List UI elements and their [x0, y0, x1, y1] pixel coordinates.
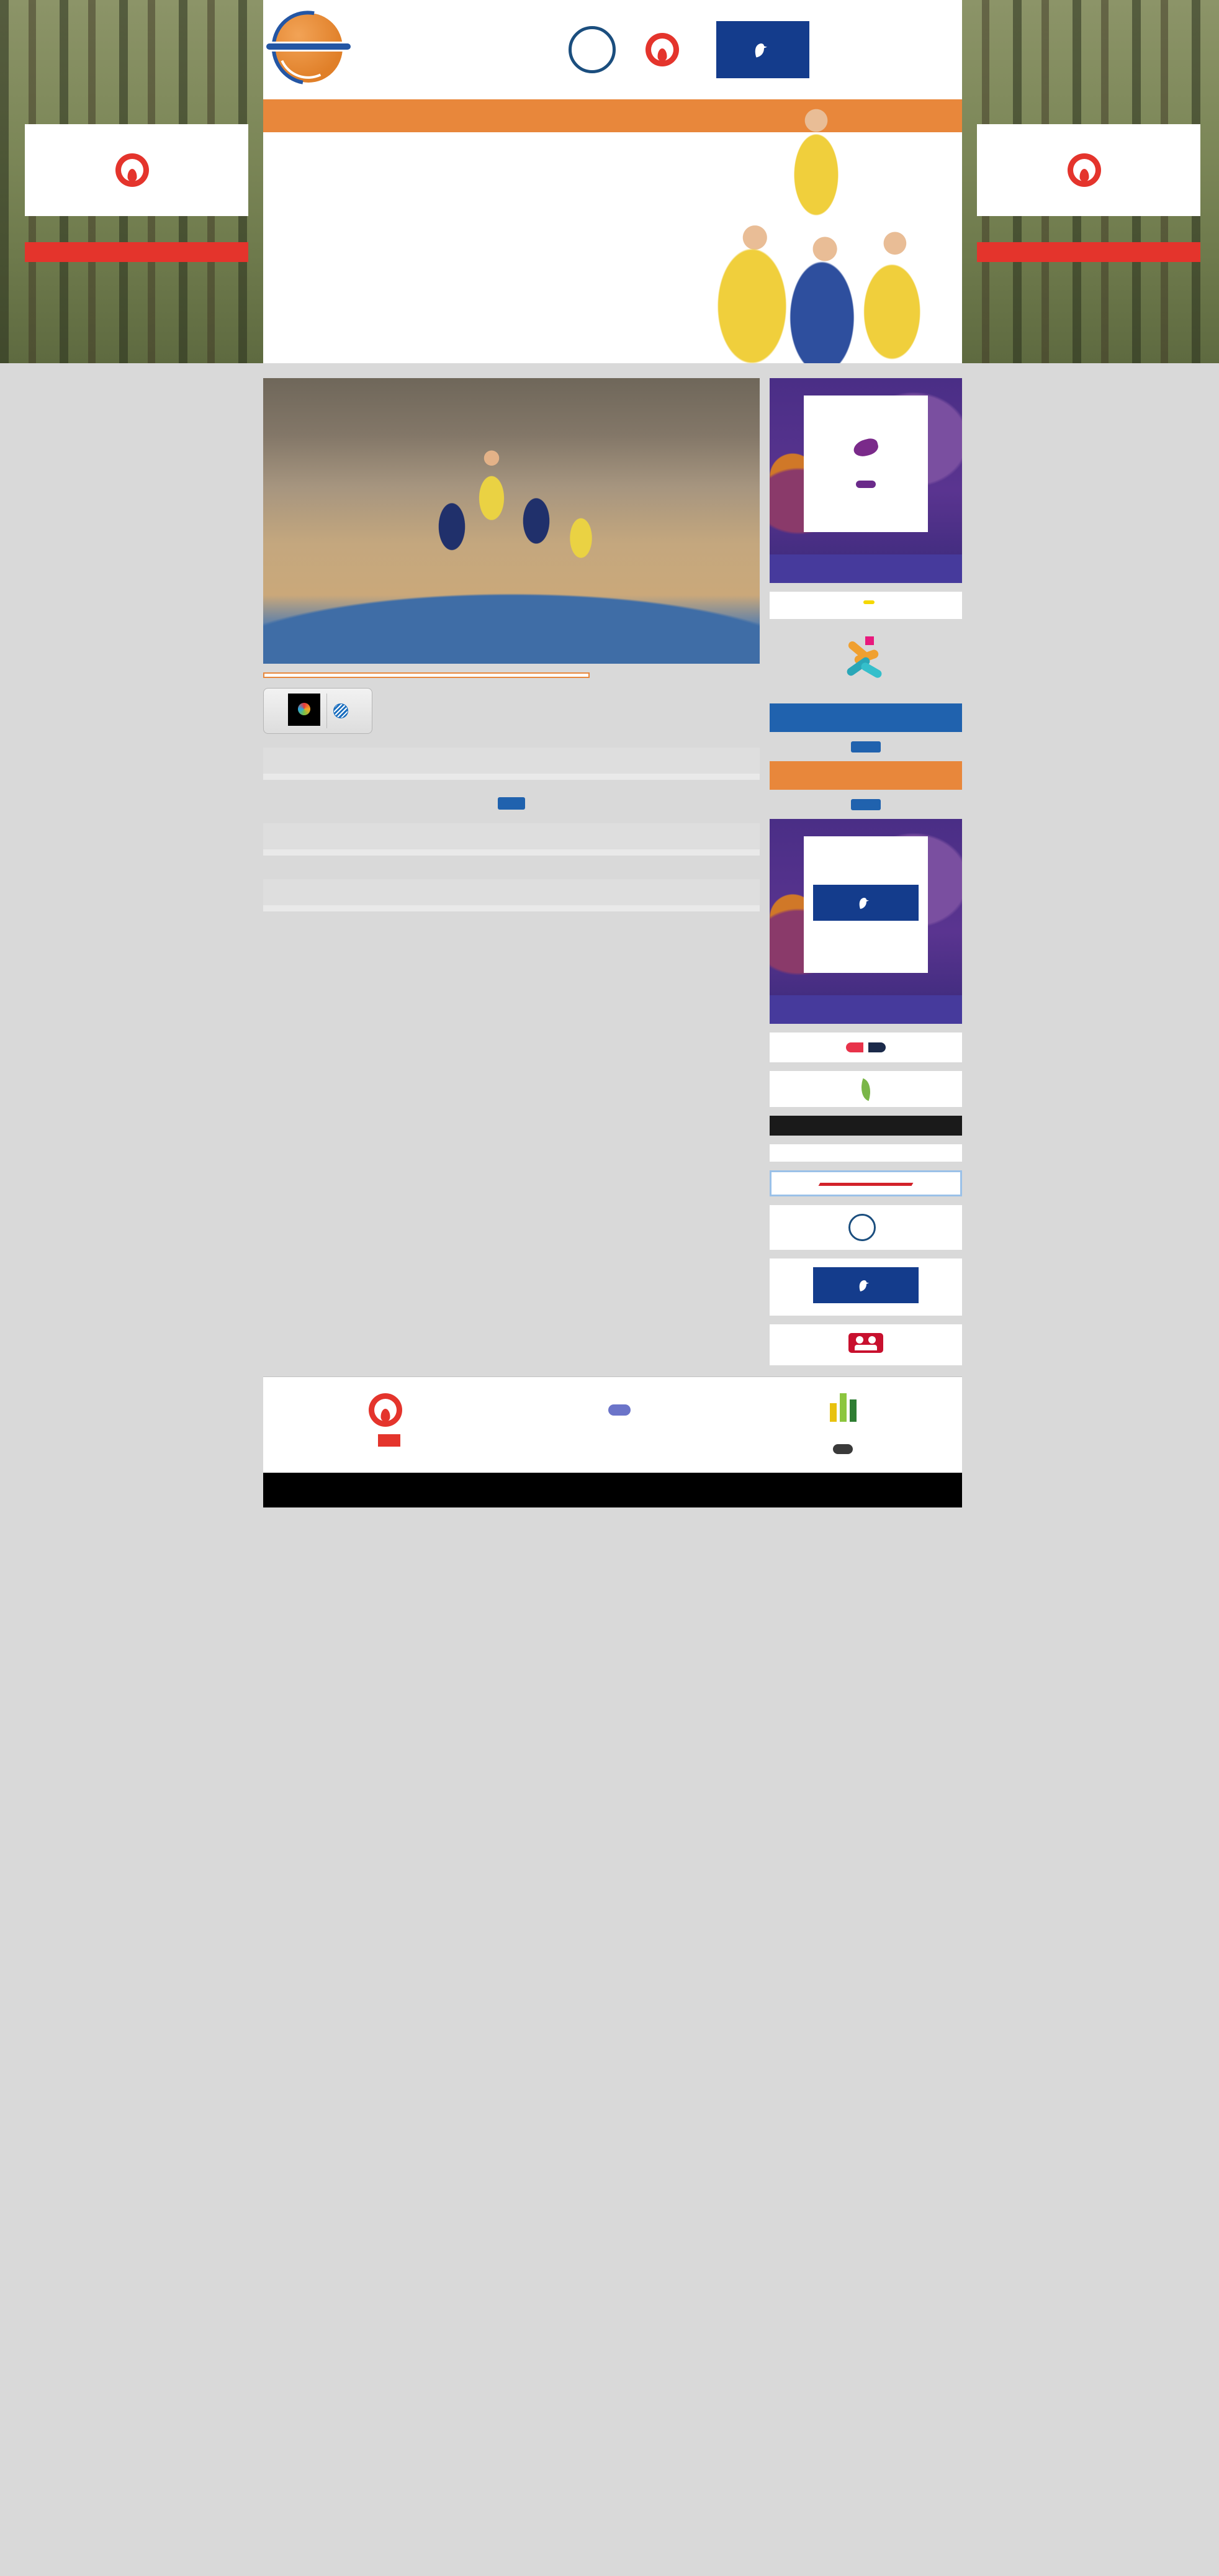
- veolia-icon: [115, 153, 149, 187]
- jysk-logo: [813, 885, 919, 921]
- veolia-logo: [369, 1393, 410, 1427]
- jysk-card: [804, 836, 928, 973]
- jysk-bird-icon: [857, 1277, 871, 1294]
- veolia-side-banner-right[interactable]: [977, 124, 1200, 366]
- bottom-bar: [263, 1473, 962, 1507]
- carousel-indicator[interactable]: [263, 672, 590, 678]
- results-section: [770, 703, 962, 752]
- youngangels-site-label: [770, 995, 962, 1024]
- fiba-logo: [288, 694, 320, 726]
- jysk-banner[interactable]: [770, 819, 962, 1024]
- results-header: [770, 703, 962, 732]
- young-angels-logo[interactable]: [271, 11, 346, 89]
- spd-bars-icon: [830, 1393, 857, 1422]
- runner-icon: [844, 636, 884, 680]
- veolia-icon: [645, 33, 679, 66]
- coliprev-url-button[interactable]: [608, 1404, 631, 1416]
- dextter-underline: [819, 1183, 914, 1186]
- koft-card: [804, 395, 928, 532]
- footer-sponsors: [263, 1376, 962, 1473]
- nadacia-spp-block[interactable]: [770, 592, 962, 619]
- hero-band: [263, 99, 962, 363]
- neonka-logo[interactable]: [770, 1144, 962, 1162]
- predpredaj-tld: [868, 1042, 886, 1052]
- leaf-icon: [857, 1078, 875, 1101]
- veolia-icon: [1068, 153, 1101, 187]
- veolia-slogan: [378, 1434, 400, 1447]
- us-steel-logo[interactable]: [770, 1205, 962, 1250]
- players-hero-photo: [670, 78, 962, 363]
- predpredaj-logo[interactable]: [770, 1033, 962, 1062]
- footer-veolia[interactable]: [369, 1393, 410, 1454]
- veolia-slogan: [25, 242, 248, 262]
- uss-logo[interactable]: [569, 26, 616, 73]
- footer-coliprev[interactable]: [608, 1393, 631, 1416]
- uss-icon: [848, 1214, 876, 1241]
- us-steel-row: [848, 1214, 883, 1241]
- footer-spd[interactable]: [830, 1393, 857, 1454]
- spd-url-button[interactable]: [833, 1444, 853, 1454]
- logo-banner-text: [264, 42, 353, 52]
- veolia-logo: [977, 124, 1200, 216]
- fiba-ball-icon: [298, 703, 310, 715]
- fiba-live-stats[interactable]: [263, 688, 372, 734]
- jysk-logo: [813, 1267, 919, 1303]
- header-sponsors: [569, 21, 809, 78]
- genius-block: [333, 702, 348, 720]
- fiba-block: [288, 694, 327, 728]
- yasmin-wordmark: [858, 1080, 874, 1097]
- upcoming-section: [770, 761, 962, 810]
- section-title-news: [263, 748, 760, 780]
- all-competitions-button[interactable]: [851, 799, 881, 810]
- veolia-slogan: [977, 242, 1200, 262]
- nadacia-spp-logo: [857, 600, 875, 604]
- jysk-small-logo[interactable]: [770, 1259, 962, 1316]
- section-title-albums: [263, 823, 760, 856]
- livescores-widget: [263, 688, 760, 734]
- site-header: [263, 0, 962, 99]
- genius-sports-icon: [333, 703, 348, 718]
- predpredaj-wordmark: [846, 1042, 863, 1052]
- jysk-bird-icon: [752, 39, 770, 60]
- jysk-logo[interactable]: [716, 21, 809, 78]
- koft-banner[interactable]: [770, 378, 962, 583]
- veolia-icon: [369, 1393, 402, 1427]
- veolia-side-banner-left[interactable]: [25, 124, 248, 366]
- kosice-logo: [844, 636, 888, 680]
- sidebar: [770, 378, 962, 1365]
- dextter-logo[interactable]: [770, 1170, 962, 1196]
- show-all-news-button[interactable]: [498, 797, 525, 810]
- upcoming-header: [770, 761, 962, 790]
- kosice-support-block[interactable]: [770, 628, 962, 695]
- jysk-bird-icon: [857, 894, 871, 911]
- spp-logo: [863, 600, 875, 604]
- veolia-logo: [25, 124, 248, 216]
- kappa-icon: [848, 1333, 883, 1353]
- carousel-photo[interactable]: [263, 378, 760, 664]
- all-competitions-button[interactable]: [851, 741, 881, 752]
- koft-swirl-icon: [852, 436, 879, 458]
- veolia-header-logo[interactable]: [645, 33, 686, 66]
- section-title-videos: [263, 879, 760, 911]
- kappa-logo[interactable]: [770, 1324, 962, 1365]
- category-grid: [263, 132, 698, 145]
- sportove-dresy-logo[interactable]: [770, 1116, 962, 1136]
- youngangels-site-label: [770, 554, 962, 583]
- hotel-yasmin-logo[interactable]: [770, 1071, 962, 1107]
- content: [263, 363, 962, 1365]
- koft-url-button[interactable]: [856, 481, 876, 488]
- main-column: [263, 378, 760, 1365]
